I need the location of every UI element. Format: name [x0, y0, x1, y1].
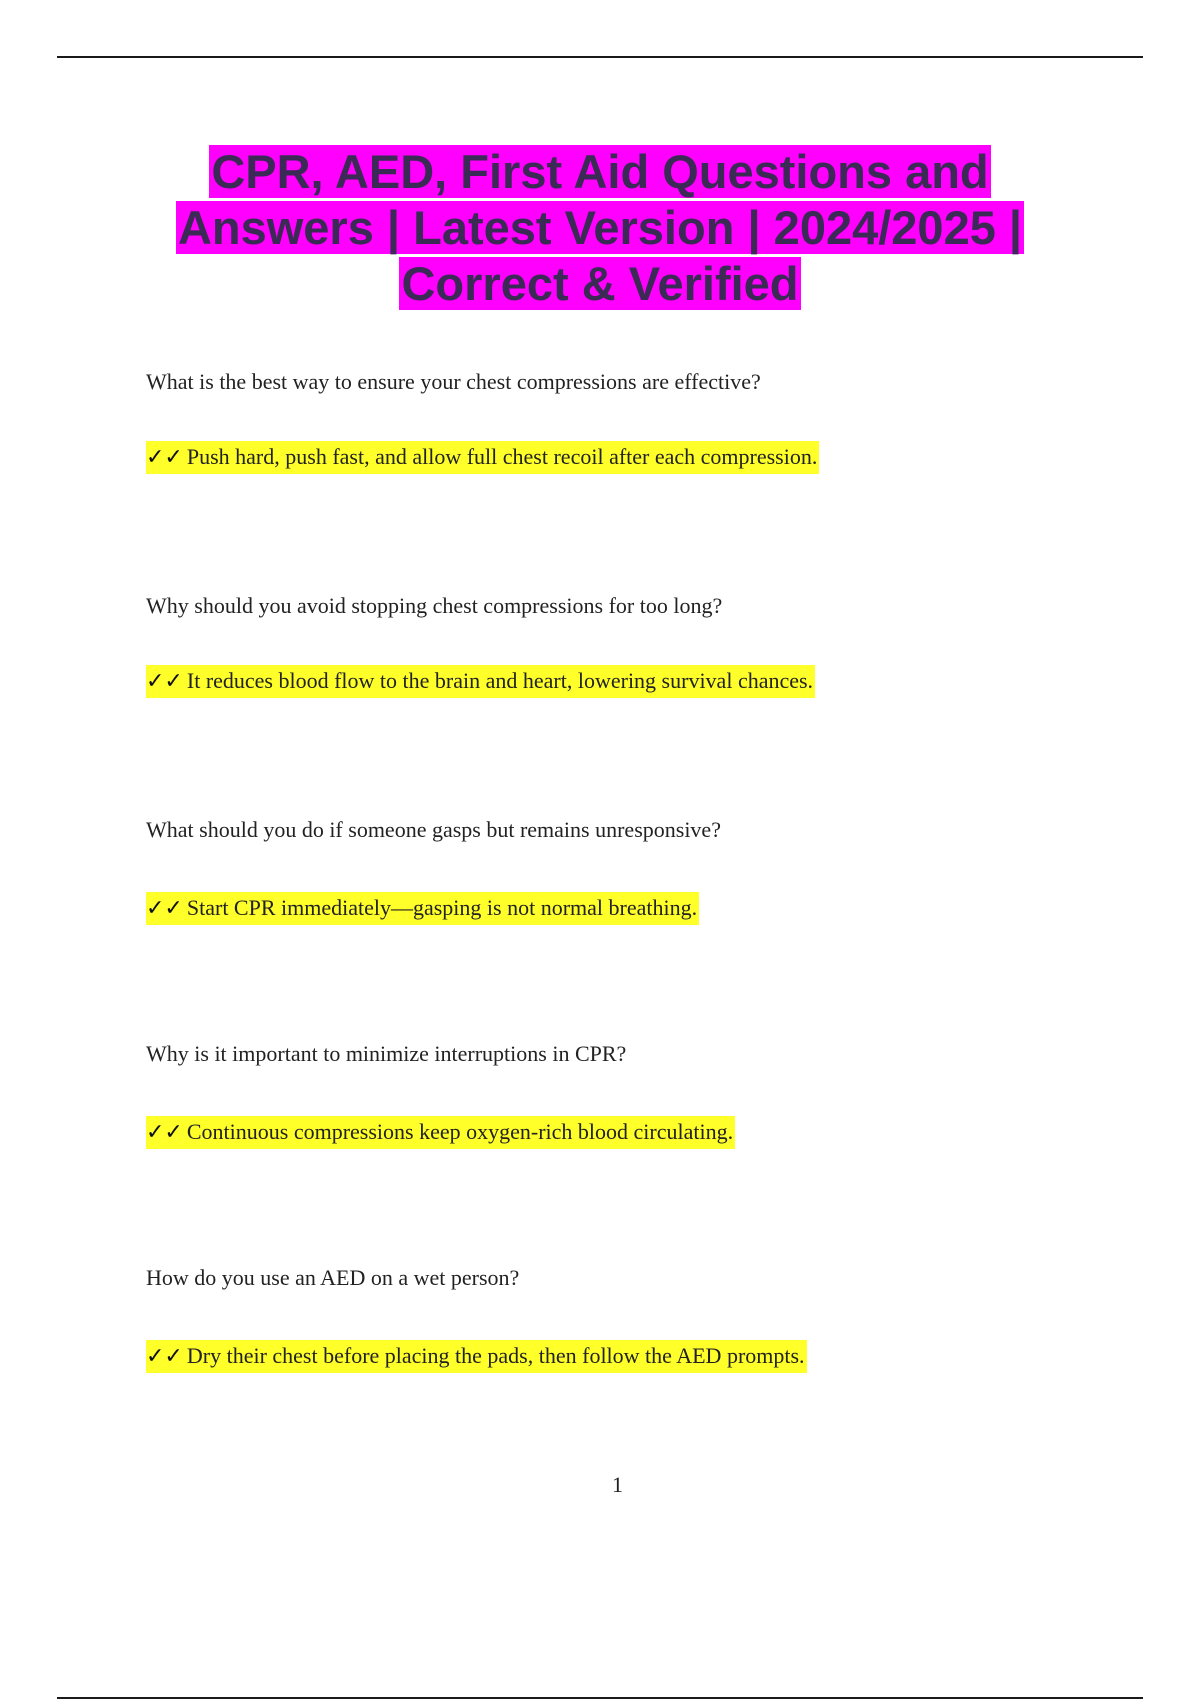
answer-label: Continuous compressions keep oxygen-rich blood circulating. [186, 1119, 734, 1144]
question-text: What is the best way to ensure your chest compressions are effective? [146, 369, 761, 394]
answer-label: Start CPR immediately—gasping is not normal breathing. [186, 895, 698, 920]
double-check-icon: ✓✓ [146, 1344, 183, 1369]
answer-text [146, 665, 815, 698]
answer-text [146, 1116, 735, 1149]
qa-item-3 [146, 816, 1106, 921]
bottom-rule [57, 1697, 1143, 1699]
answer-text [146, 892, 699, 925]
answer-label: Dry their chest before placing the pads, then follow the AED prompts. [186, 1343, 805, 1368]
answer-text [146, 1340, 807, 1373]
double-check-icon: ✓✓ [146, 669, 183, 694]
top-rule [57, 56, 1143, 58]
document-title [100, 144, 1100, 312]
double-check-icon: ✓✓ [146, 445, 183, 470]
qa-item-4 [146, 1040, 1106, 1145]
page-number: 1 [612, 1472, 623, 1497]
qa-item-2 [146, 592, 1106, 694]
answer-text [146, 441, 819, 474]
double-check-icon: ✓✓ [146, 896, 183, 921]
qa-item-1 [146, 368, 1106, 470]
title-line-2: Answers | Latest Version | 2024/2025 | [177, 201, 1023, 254]
question-text: Why should you avoid stopping chest compressions for too long? [146, 593, 723, 618]
question-text: Why is it important to minimize interruptions in CPR? [146, 1041, 627, 1066]
title-line-3: Correct & Verified [401, 257, 799, 310]
answer-label: Push hard, push fast, and allow full chest recoil after each compression. [186, 444, 818, 469]
double-check-icon: ✓✓ [146, 1120, 183, 1145]
question-text: What should you do if someone gasps but remains unresponsive? [146, 817, 721, 842]
question-text: How do you use an AED on a wet person? [146, 1265, 520, 1290]
answer-label: It reduces blood flow to the brain and heart, lowering survival chances. [186, 668, 814, 693]
title-line-1: CPR, AED, First Aid Questions and [211, 145, 989, 198]
qa-item-5 [146, 1264, 1106, 1369]
